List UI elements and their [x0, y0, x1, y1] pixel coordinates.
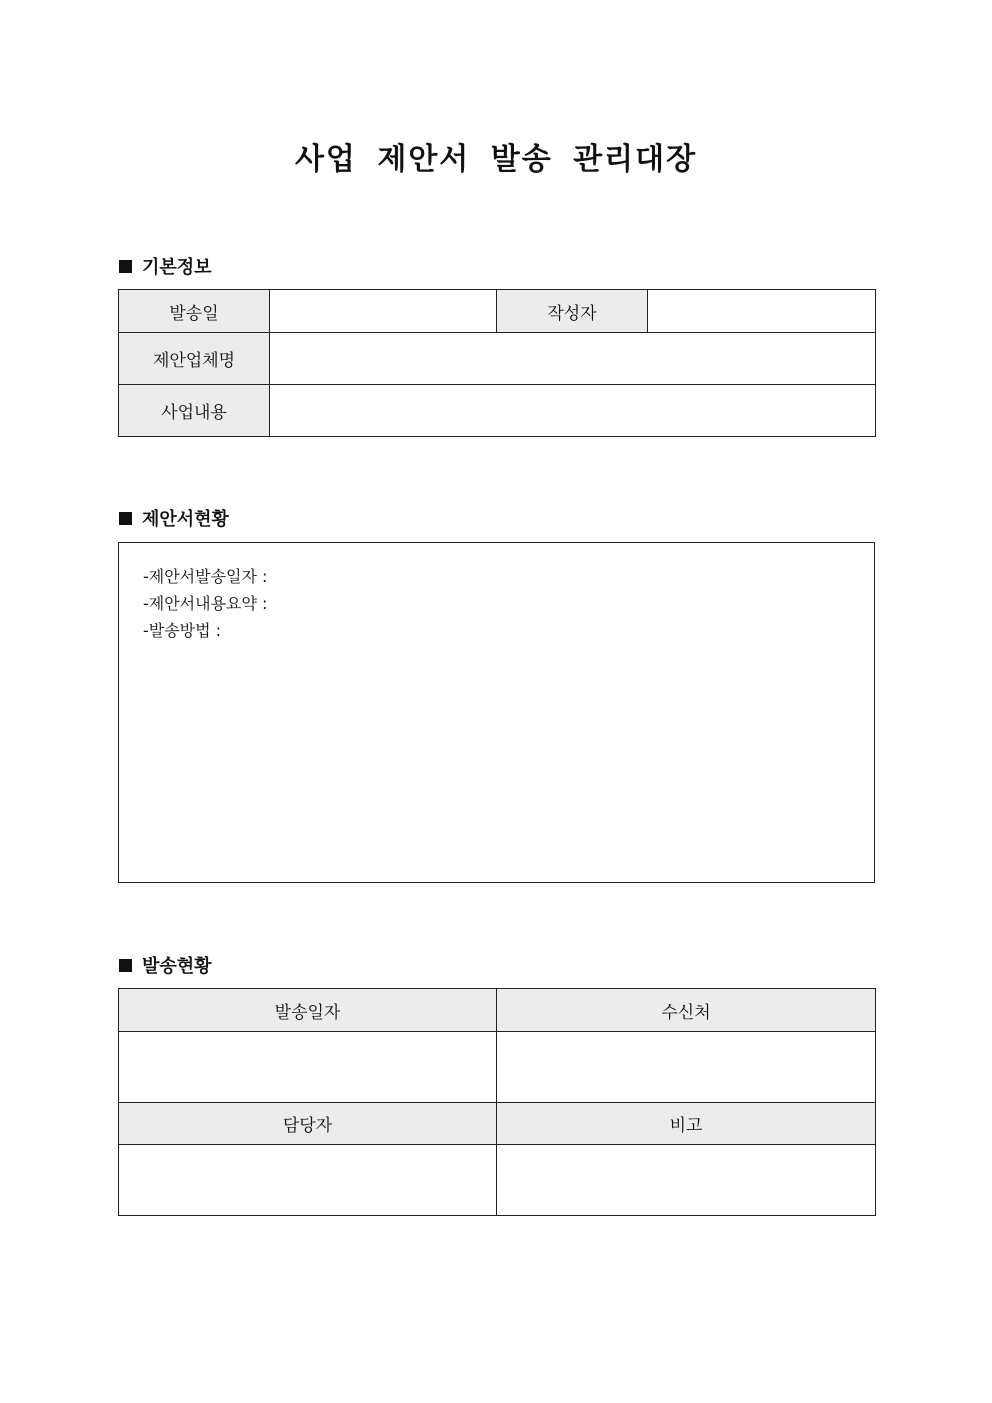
- manager-cell[interactable]: [119, 1145, 497, 1216]
- proposal-status-box[interactable]: [118, 542, 875, 883]
- send-status-heading: [119, 952, 212, 978]
- proposal-summary-line: -제안서내용요약 :: [143, 594, 268, 613]
- recipient-header: 수신처: [497, 989, 876, 1032]
- square-bullet-icon: [119, 260, 132, 273]
- square-bullet-icon: [119, 512, 132, 525]
- company-label: 제안업체명: [119, 333, 270, 385]
- writer-field[interactable]: [648, 290, 876, 333]
- business-label: 사업내용: [119, 385, 270, 437]
- note-cell[interactable]: [497, 1145, 876, 1216]
- square-bullet-icon: [119, 959, 132, 972]
- send-status-heading-label: 발송현황: [142, 956, 212, 977]
- recipient-cell[interactable]: [497, 1032, 876, 1103]
- company-field[interactable]: [270, 333, 876, 385]
- proposal-status-heading-label: 제안서현황: [142, 509, 229, 530]
- basic-info-heading: [119, 253, 212, 279]
- send-date-label: 발송일: [119, 290, 270, 333]
- basic-info-heading-label: 기본정보: [142, 257, 212, 278]
- proposal-status-heading: [119, 505, 229, 531]
- send-date-field[interactable]: [270, 290, 497, 333]
- send-method-line: -발송방법 :: [143, 621, 222, 640]
- note-header: 비고: [497, 1103, 876, 1145]
- proposal-send-date-line: -제안서발송일자 :: [143, 567, 268, 586]
- page-title: 사업 제안서 발송 관리대장: [294, 142, 698, 177]
- send-date-cell[interactable]: [119, 1032, 497, 1103]
- send-date-header: 발송일자: [119, 989, 497, 1032]
- business-field[interactable]: [270, 385, 876, 437]
- send-status-table: [118, 988, 876, 1216]
- writer-label: 작성자: [497, 290, 648, 333]
- manager-header: 담당자: [119, 1103, 497, 1145]
- basic-info-table: [118, 289, 876, 437]
